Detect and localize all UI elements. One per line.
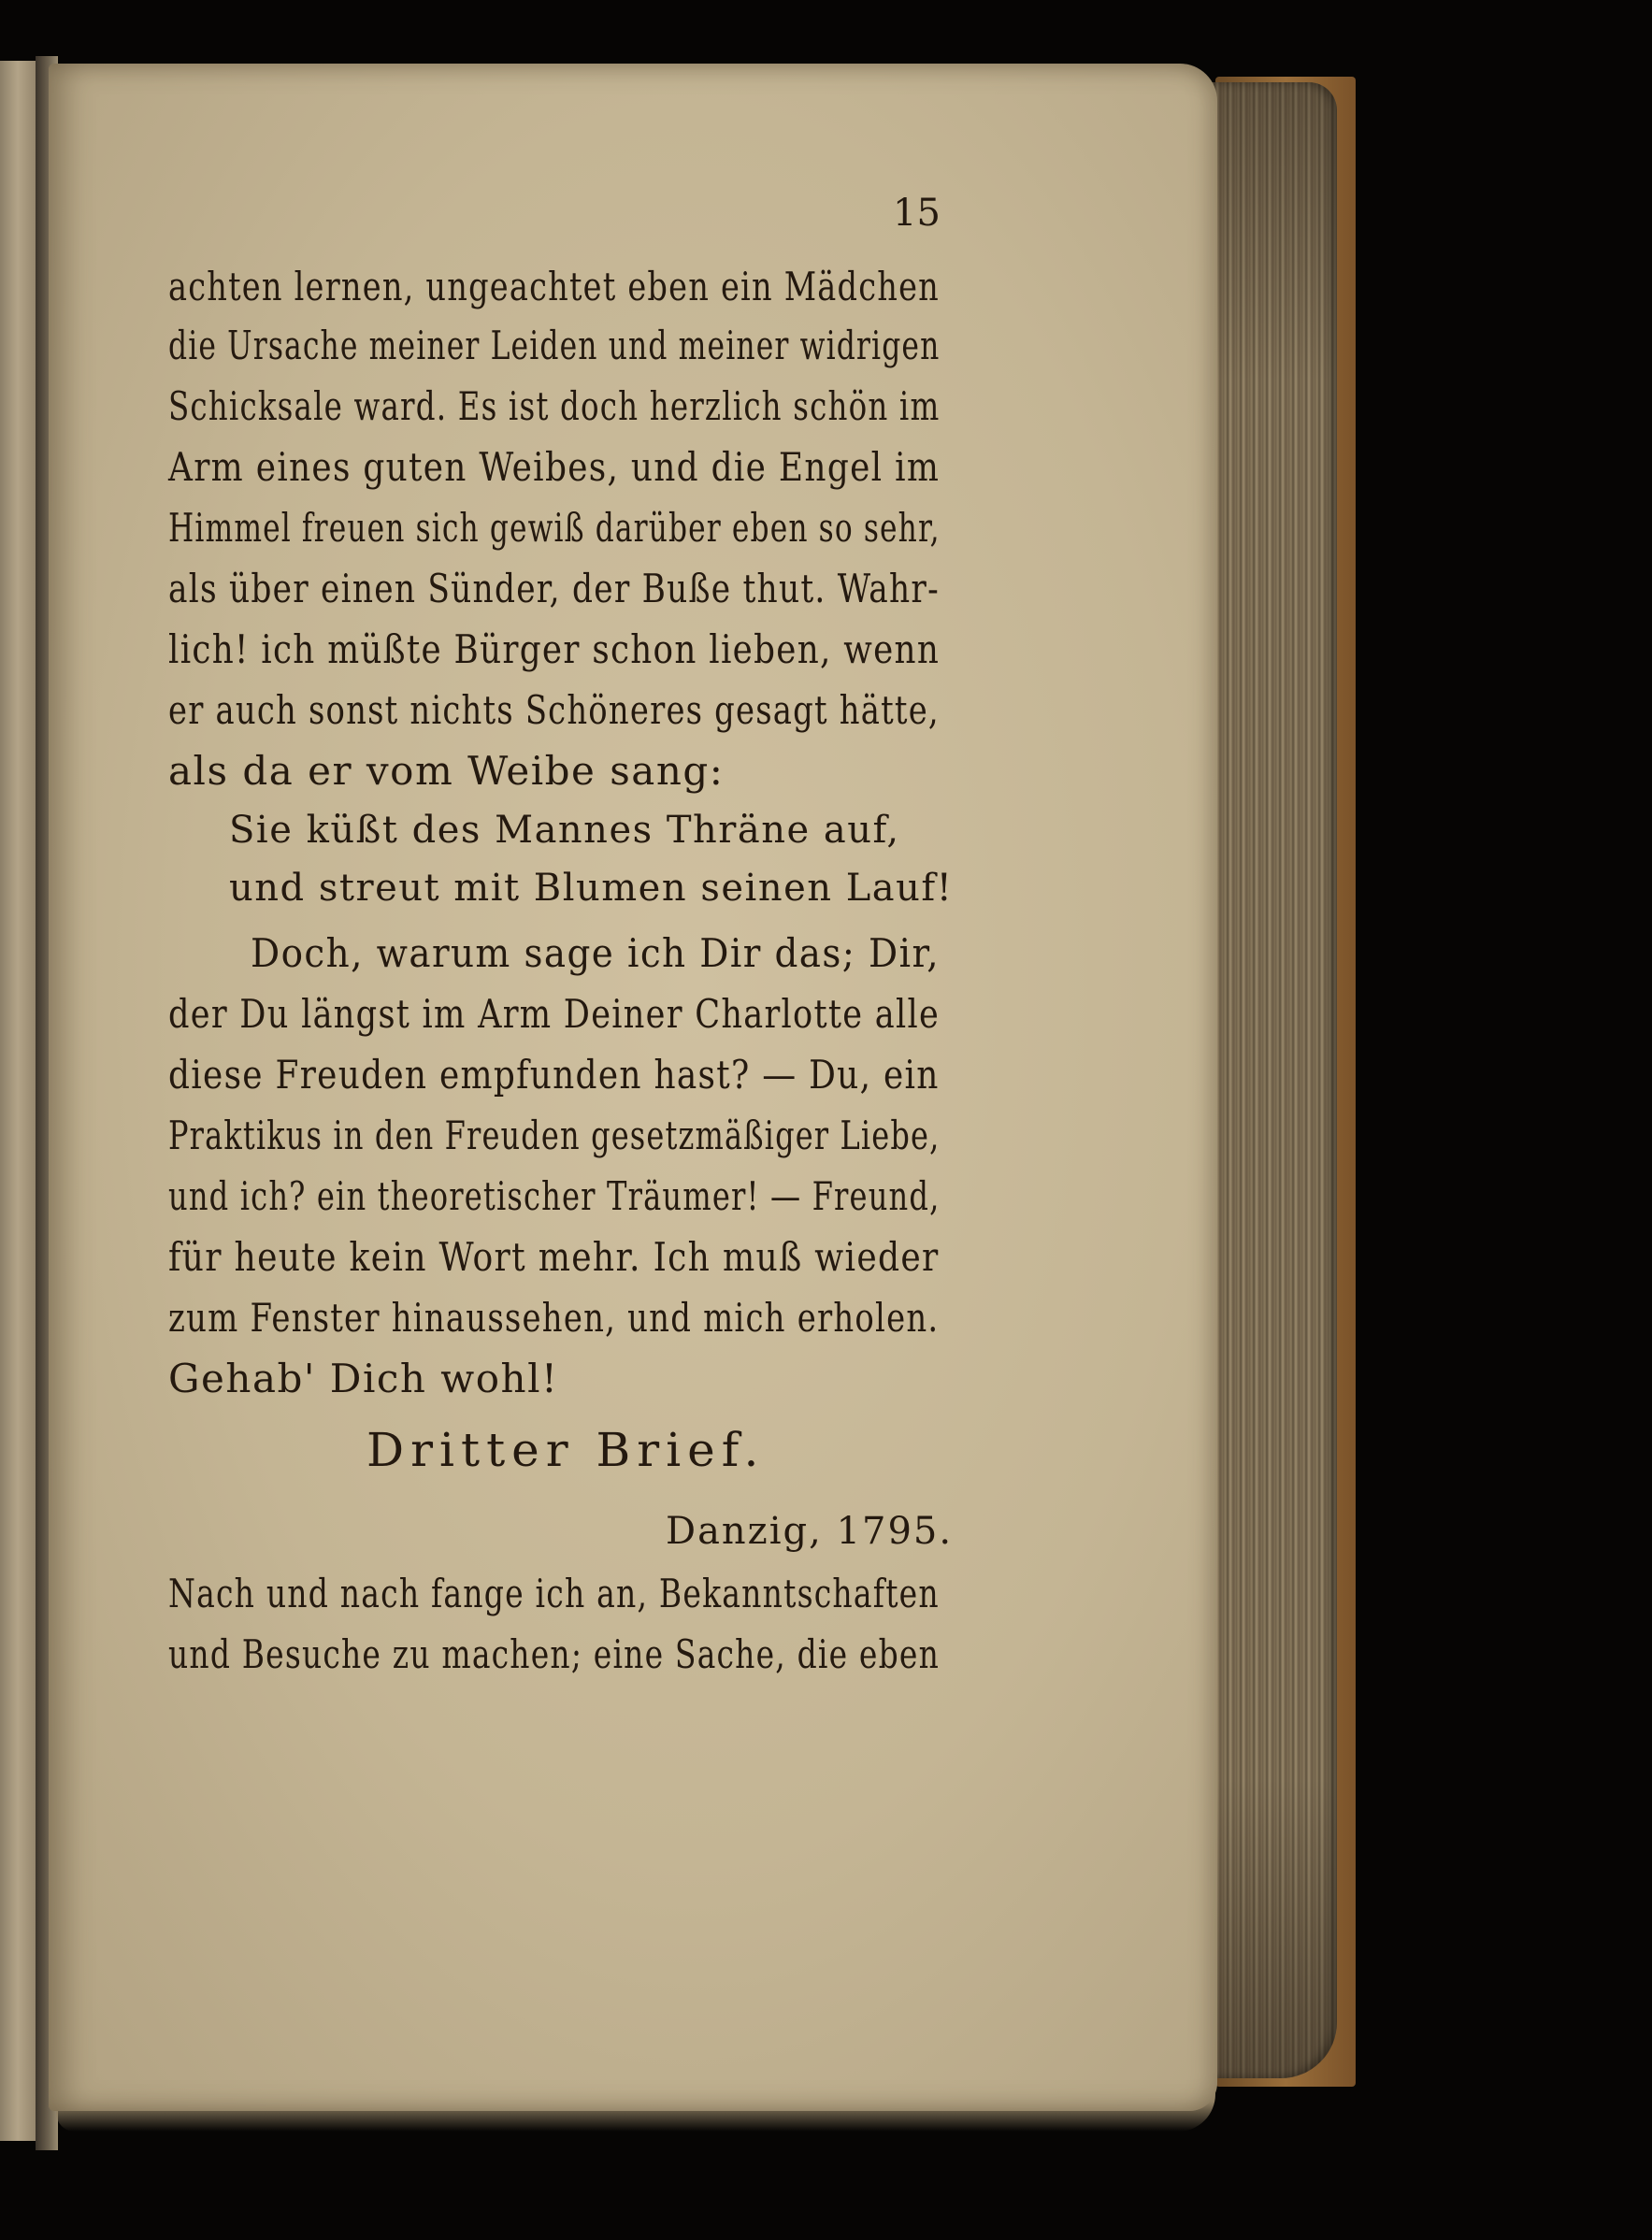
text-line: Arm eines guten Weibes, und die Engel im	[168, 444, 941, 490]
verse-line: Sie küßt des Mannes Thräne auf,	[229, 809, 900, 852]
page-edges	[1197, 82, 1337, 2078]
text-line: als über einen Sünder, der Buße thut. Wahr-	[168, 566, 940, 611]
text-line: Schicksale ward. Es ist doch herzlich schön im	[168, 383, 941, 429]
text-line: und Besuche zu machen; eine Sache, die eben	[168, 1631, 941, 1677]
text-line: diese Freuden empfunden hast? — Du, ein	[168, 1052, 940, 1098]
text-line: achten lernen, ungeachtet eben ein Mädchen	[168, 264, 941, 309]
dateline: Danzig, 1795.	[666, 1510, 954, 1553]
previous-page-edge	[0, 61, 39, 2141]
text-line: zum Fenster hinaussehen, und mich erholen.	[168, 1295, 940, 1341]
text-line: Gehab' Dich wohl!	[168, 1356, 559, 1401]
text-line: Himmel freuen sich gewiß darüber eben so sehr,	[168, 505, 941, 551]
text-line: als da er vom Weibe sang:	[168, 748, 725, 794]
page-number: 15	[893, 192, 941, 235]
text-line: Praktikus in den Freuden gesetzmäßiger Liebe,	[168, 1113, 941, 1158]
text-line: und ich? ein theoretischer Träumer! — Freund,	[168, 1173, 941, 1219]
text-line: für heute kein Wort mehr. Ich muß wieder	[168, 1234, 940, 1280]
verse-line: und streut mit Blumen seinen Lauf!	[229, 867, 954, 910]
text-line: er auch sonst nichts Schöneres gesagt hätte,	[168, 687, 940, 733]
text-line: lich! ich müßte Bürger schon lieben, wenn	[168, 626, 941, 672]
text-line: der Du längst im Arm Deiner Charlotte alle	[168, 991, 941, 1037]
text-line: Doch, warum sage ich Dir das; Dir,	[251, 930, 940, 976]
text-line: die Ursache meiner Leiden und meiner widrigen	[168, 323, 941, 368]
text-line: Nach und nach fange ich an, Bekanntschaften	[168, 1571, 940, 1616]
letter-heading: Dritter Brief.	[366, 1423, 766, 1477]
